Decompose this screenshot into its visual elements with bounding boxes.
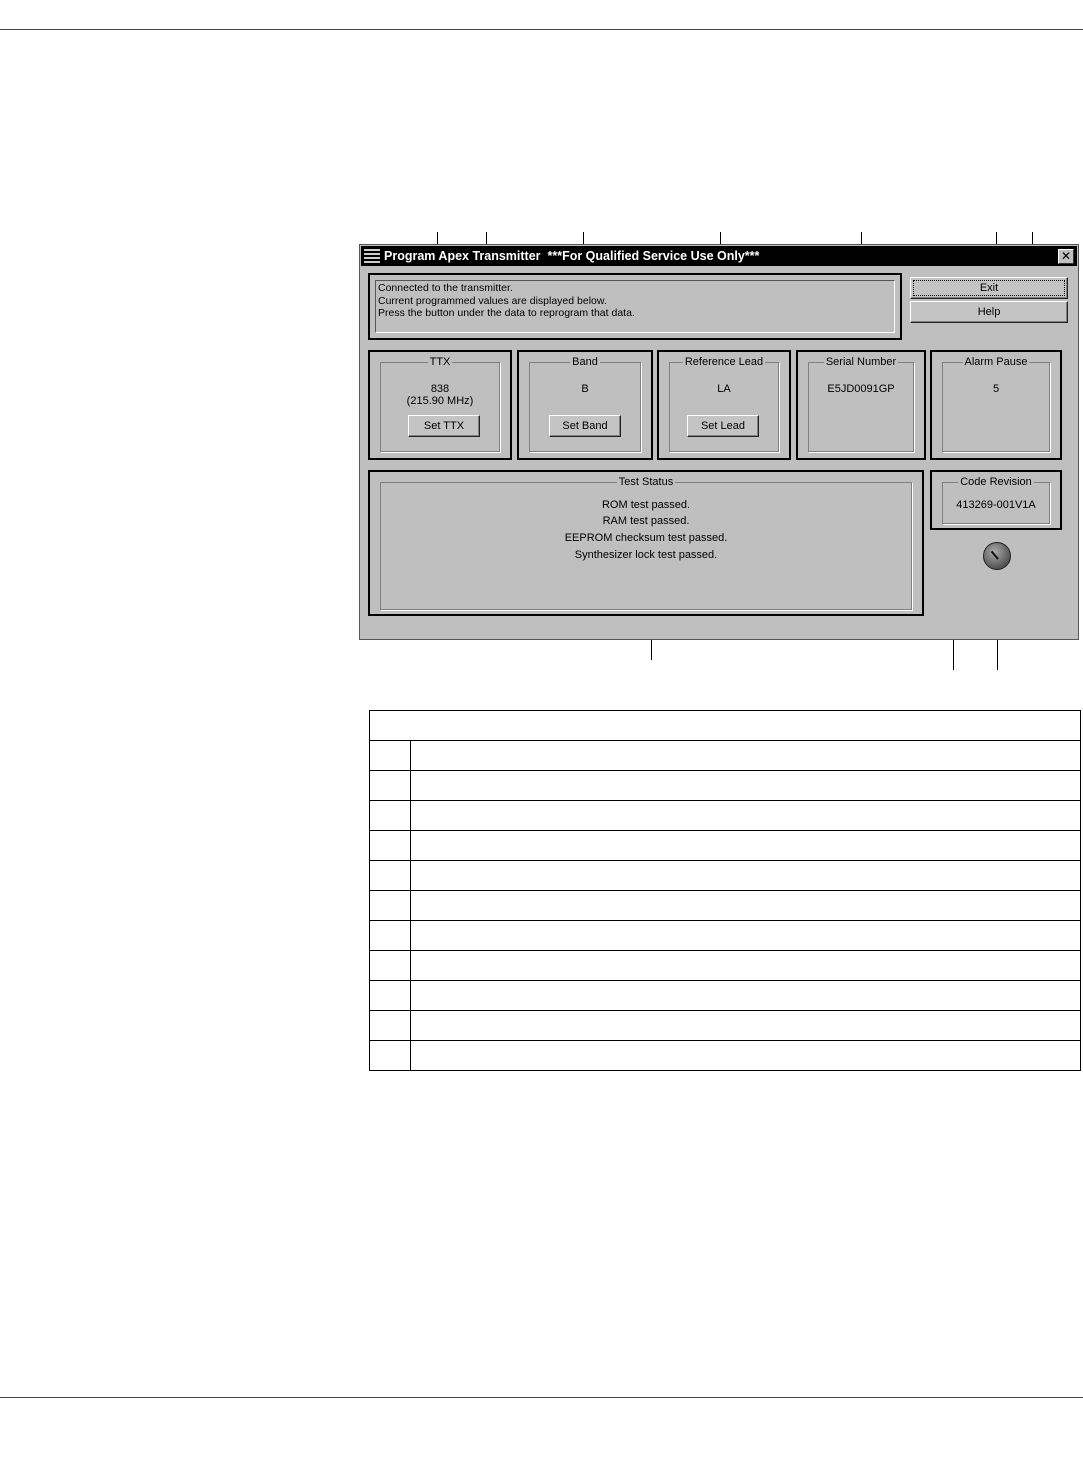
message-panel <box>368 273 902 340</box>
table-header-row <box>370 711 1081 741</box>
set-band-label: Set Band <box>562 420 608 432</box>
ttx-frequency: (215.90 MHz) <box>406 395 474 407</box>
test-status-line: RAM test passed. <box>602 515 690 527</box>
set-ttx-button[interactable] <box>408 415 480 437</box>
alarm-pause-group <box>942 356 1050 452</box>
serial-number-group <box>808 356 914 452</box>
message-box <box>375 280 895 333</box>
window-title: Program Apex Transmitter ***For Qualified Service Use Only*** <box>384 249 760 263</box>
callout-legend-table <box>369 710 1081 1071</box>
exit-button[interactable] <box>910 277 1068 299</box>
table-row <box>370 741 1081 771</box>
close-button[interactable]: ✕ <box>1058 249 1074 264</box>
ttx-panel <box>368 350 512 460</box>
reference-lead-panel <box>657 350 791 460</box>
band-value: B <box>581 383 589 395</box>
help-button-label: Help <box>977 306 1001 318</box>
test-status-line: Synthesizer lock test passed. <box>574 549 718 561</box>
test-status-group <box>380 476 912 610</box>
bottom-rule <box>0 1397 1083 1398</box>
ttx-group <box>380 356 500 452</box>
message-line: Connected to the transmitter. <box>378 282 513 294</box>
band-panel <box>517 350 653 460</box>
set-lead-label: Set Lead <box>700 420 746 432</box>
ttx-value: 838 <box>430 383 450 395</box>
exit-button-label: Exit <box>979 282 999 294</box>
test-status-line: ROM test passed. <box>601 499 691 511</box>
code-revision-panel <box>930 470 1062 530</box>
title-bar[interactable] <box>361 246 1077 266</box>
band-group <box>529 356 641 452</box>
knob-icon <box>983 542 1011 570</box>
ttx-label: TTX <box>429 356 451 368</box>
code-revision-label: Code Revision <box>960 476 1032 488</box>
table-row <box>370 1011 1081 1041</box>
alarm-pause-panel <box>930 350 1062 460</box>
top-rule <box>0 29 1083 30</box>
table-row <box>370 921 1081 951</box>
test-status-panel <box>368 470 924 616</box>
set-ttx-label: Set TTX <box>423 420 465 432</box>
set-band-button[interactable] <box>549 415 621 437</box>
serial-number-panel <box>796 350 926 460</box>
test-status-label: Test Status <box>618 476 674 488</box>
code-revision-value: 413269-001V1A <box>956 499 1036 511</box>
band-label: Band <box>572 356 598 368</box>
table-row <box>370 951 1081 981</box>
alarm-pause-value: 5 <box>992 383 1000 395</box>
message-line: Press the button under the data to reprogram that data. <box>378 307 635 319</box>
table-row <box>370 891 1081 921</box>
reference-lead-label: Reference Lead <box>684 356 764 368</box>
program-transmitter-window <box>359 244 1079 640</box>
table-row <box>370 1041 1081 1071</box>
serial-number-value: E5JD0091GP <box>827 383 895 395</box>
reference-lead-value: LA <box>717 383 731 395</box>
help-button[interactable] <box>910 301 1068 323</box>
serial-number-label: Serial Number <box>825 356 897 368</box>
set-lead-button[interactable] <box>687 415 759 437</box>
system-menu-icon[interactable] <box>364 249 380 263</box>
table-row <box>370 771 1081 801</box>
code-revision-group <box>942 476 1050 524</box>
table-row <box>370 981 1081 1011</box>
table-row <box>370 861 1081 891</box>
message-line: Current programmed values are displayed below. <box>378 294 607 307</box>
test-status-line: EEPROM checksum test passed. <box>564 532 728 544</box>
table-row <box>370 831 1081 861</box>
reference-lead-group <box>669 356 779 452</box>
alarm-pause-label: Alarm Pause <box>964 356 1028 368</box>
table-row <box>370 801 1081 831</box>
